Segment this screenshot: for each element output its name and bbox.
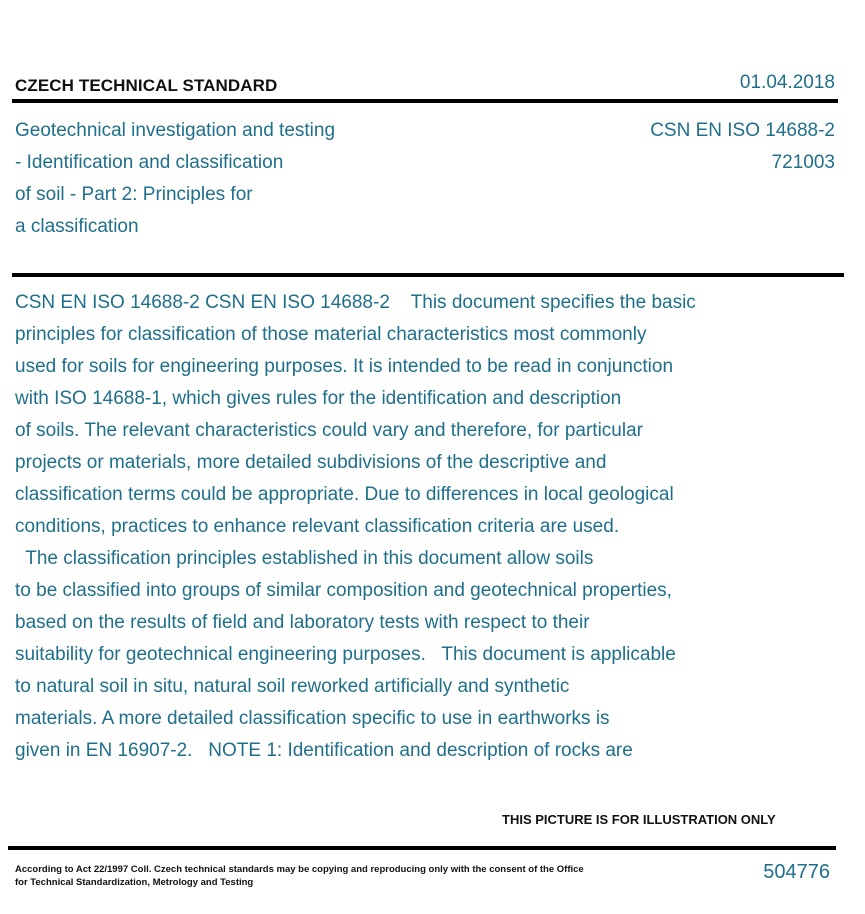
title-line: - Identification and classification xyxy=(15,152,284,173)
document-number: 504776 xyxy=(763,861,830,883)
title-line: Geotechnical investigation and testing xyxy=(15,120,336,141)
title-line: a classification xyxy=(15,216,139,237)
abstract-line: principles for classification of those material characteristics most commonly xyxy=(15,324,647,345)
standard-label: CZECH TECHNICAL STANDARD xyxy=(15,76,278,95)
footer-divider xyxy=(8,846,836,850)
abstract-line: to be classified into groups of similar composition and geotechnical properties, xyxy=(15,580,672,601)
title-line: of soil - Part 2: Principles for xyxy=(15,184,253,205)
abstract-line: CSN EN ISO 14688-2 CSN EN ISO 14688-2 This document specifies the basic xyxy=(15,292,696,313)
standard-codes xyxy=(650,115,835,179)
abstract-line: with ISO 14688-1, which gives rules for the identification and description xyxy=(15,388,622,409)
legal-notice xyxy=(15,864,615,889)
abstract-line: based on the results of field and laboratory tests with respect to their xyxy=(15,612,590,633)
legal-line: for Technical Standardization, Metrology and Testing xyxy=(15,876,254,888)
abstract-line: of soils. The relevant characteristics could vary and therefore, for particular xyxy=(15,420,643,441)
abstract-line: given in EN 16907-2. NOTE 1: Identification and description of rocks are xyxy=(15,740,633,761)
abstract-line: used for soils for engineering purposes. It is intended to be read in conjunction xyxy=(15,356,674,377)
abstract-line: suitability for geotechnical engineering purposes. This document is applicable xyxy=(15,644,676,665)
abstract-line: materials. A more detailed classification specific to use in earthworks is xyxy=(15,708,610,729)
title-divider xyxy=(12,273,844,277)
abstract-line: classification terms could be appropriate. Due to differences in local geological xyxy=(15,484,674,505)
abstract-line: conditions, practices to enhance relevant classification criteria are used. xyxy=(15,516,620,537)
header-divider xyxy=(12,99,838,103)
legal-line: According to Act 22/1997 Coll. Czech technical standards may be copying and reproducing only with the consent of the Office xyxy=(15,864,584,875)
abstract-line: The classification principles established in this document allow soils xyxy=(15,548,594,569)
standard-code: CSN EN ISO 14688-2 xyxy=(650,120,835,141)
class-number: 721003 xyxy=(771,152,835,173)
abstract-line: to natural soil in situ, natural soil reworked artificially and synthetic xyxy=(15,676,570,697)
document-abstract xyxy=(15,287,835,767)
document-title xyxy=(15,115,415,243)
standard-date: 01.04.2018 xyxy=(739,72,835,93)
illustration-disclaimer: THIS PICTURE IS FOR ILLUSTRATION ONLY xyxy=(502,812,776,827)
abstract-line: projects or materials, more detailed subdivisions of the descriptive and xyxy=(15,452,607,473)
